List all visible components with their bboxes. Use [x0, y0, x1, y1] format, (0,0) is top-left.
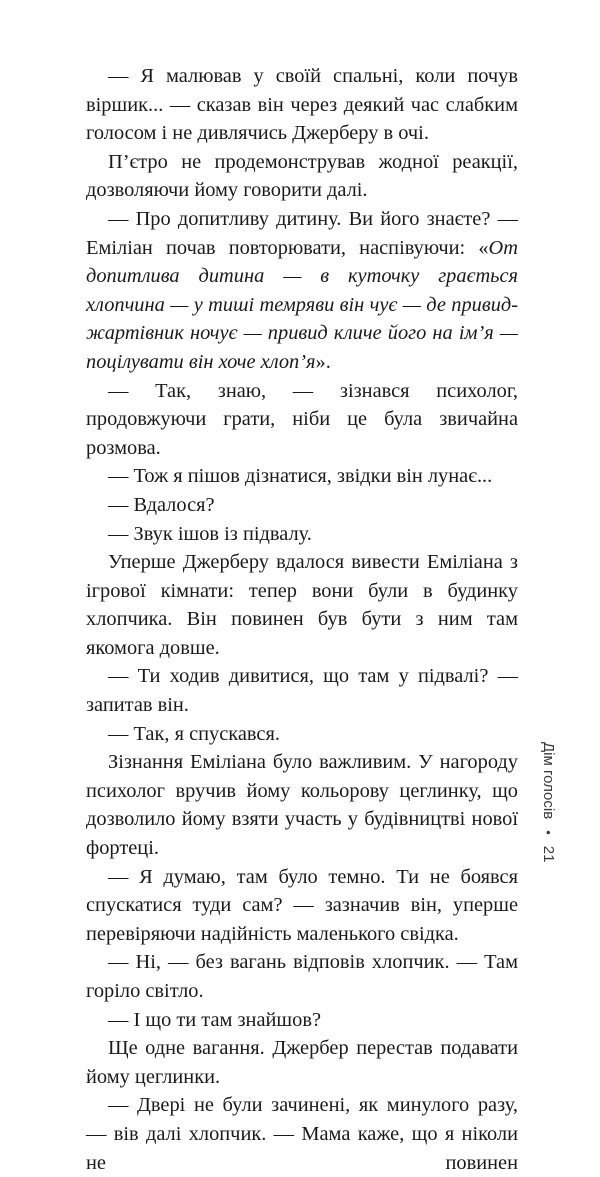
- text-run: — Тож я пішов дізнатися, звідки він лунає...: [108, 465, 493, 488]
- text-run: П’єтро не продемонстрував жодної реакції, дозволяючи йому говорити далі.: [86, 150, 518, 202]
- text-run: — Про допитливу дитину. Ви його знаєте? — Еміліан почав повторювати, наспівуючи: «: [86, 207, 518, 259]
- text-run: — Ти ходив дивитися, що там у підвалі? — запитав він.: [86, 665, 518, 717]
- text-run: — Вдалося?: [108, 493, 215, 516]
- text-run: — Звук ішов із підвалу.: [108, 522, 312, 545]
- paragraph: [86, 662, 518, 719]
- text-run: — Ні, — без вагань відповів хлопчик. — Там горіло світло.: [86, 951, 518, 1002]
- text-run: Уперше Джерберу вдалося вивести Еміліана з ігрової кімнати: тепер вони були в будинку хлопчика. Він повинен був бути з ним там якомога довше.: [86, 551, 518, 659]
- poem-quote: От допитлива дитина — в куточку грається хлопчина — у тиші темряви він чує — де привид-жартівник ночує — привид кличе його на ім’я — поцілувати він хоче хлоп’я: [86, 236, 518, 373]
- paragraph: [86, 148, 518, 205]
- paragraph: [86, 748, 518, 862]
- paragraph: [86, 377, 518, 463]
- text-run: ».: [315, 350, 331, 373]
- running-footer: [534, 742, 564, 902]
- paragraph: [86, 1091, 518, 1177]
- paragraph: [86, 720, 518, 749]
- text-run: — Двері не були зачинені, як минулого разу, — вів далі хлопчик. — Мама каже, що я ніколи не повинен: [86, 1094, 518, 1174]
- paragraph: [86, 948, 518, 1005]
- text-run: Ще одне вагання. Джербер перестав подавати йому цеглинки.: [86, 1037, 518, 1088]
- text-run: — Так, я спускався.: [108, 722, 280, 745]
- paragraph: [86, 863, 518, 949]
- paragraph: [86, 1006, 518, 1035]
- paragraph: [86, 520, 518, 549]
- paragraph: [86, 462, 518, 491]
- text-run: — Я думаю, там було темно. Ти не боявся спускатися туди сам? — зазначив він, уперше перевіряючи надійність маленького свідка.: [86, 865, 518, 945]
- page-body: [86, 62, 518, 1177]
- text-run: — І що ти там знайшов?: [108, 1008, 322, 1031]
- book-title: Дім голосів: [540, 742, 558, 820]
- paragraph: [86, 205, 518, 377]
- paragraph: [86, 491, 518, 520]
- separator-bullet: •: [541, 830, 557, 835]
- text-run: Зізнання Еміліана було важливим. У нагороду психолог вручив йому кольорову цеглинку, що дозволило йому взяти участь у будівництві нової фортеці.: [86, 751, 518, 860]
- text-run: — Я малював у своїй спальні, коли почув віршик... — сказав він через деякий час слабким голосом і не дивлячись Джерберу в очі.: [86, 65, 518, 145]
- paragraph: [86, 1034, 518, 1091]
- paragraph: [86, 548, 518, 662]
- paragraph: [86, 62, 518, 148]
- text-run: — Так, знаю, — зізнався психолог, продовжуючи грати, ніби це була звичайна розмова.: [86, 379, 518, 459]
- page-number: 21: [540, 845, 558, 863]
